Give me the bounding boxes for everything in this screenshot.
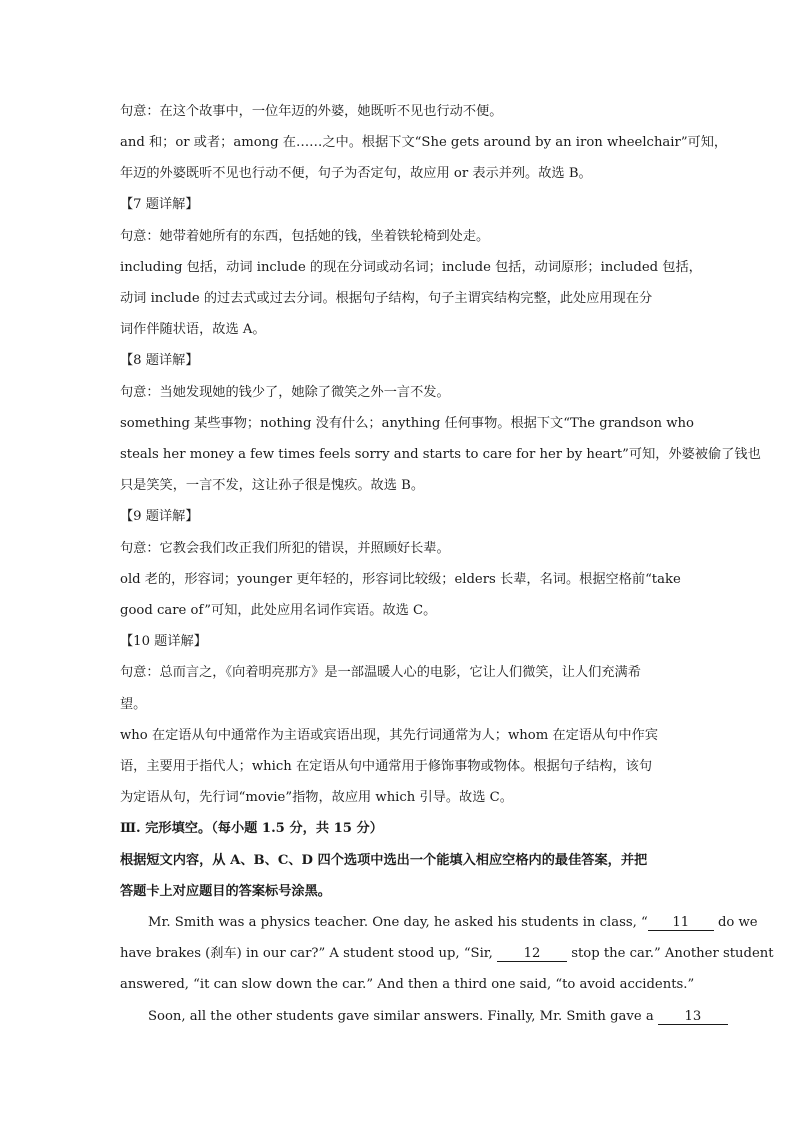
text-line: 望。 (120, 697, 147, 712)
text-line: including 包括，动词 include 的现在分词或动名词；include 包括，动词原形；included 包括， (120, 260, 702, 275)
passage-line (120, 945, 774, 963)
blank-12: 12 (497, 947, 567, 962)
question-heading: 【7 题详解】 (120, 197, 199, 212)
text-line: 句意：当她发现她的钱少了，她除了微笑之外一言不发。 (120, 385, 450, 400)
section-instruction: 根据短文内容，从 A、B、C、D 四个选项中选出一个能填入相应空格内的最佳答案，并把 (120, 853, 648, 868)
passage-line: answered, “it can slow down the car.” And then a third one said, “to avoid accidents.” (120, 977, 695, 992)
text-line: and 和；or 或者；among 在……之中。根据下文“She gets around by an iron wheelchair”可知， (120, 135, 728, 150)
text-line: 句意：在这个故事中，一位年迈的外婆，她既听不见也行动不便。 (120, 104, 503, 119)
question-heading: 【9 题详解】 (120, 509, 199, 524)
passage-text: stop the car.” Another student (567, 946, 774, 961)
section-instruction: 答题卡上对应题目的答案标号涂黑。 (120, 884, 331, 899)
text-line: 为定语从句，先行词“movie”指物，故应用 which 引导。故选 C。 (120, 790, 513, 805)
text-line: good care of”可知，此处应用名词作宾语。故选 C。 (120, 603, 437, 618)
text-line: something 某些事物；nothing 没有什么；anything 任何事物。根据下文“The grandson who (120, 416, 694, 431)
text-line: 句意：它教会我们改正我们所犯的错误，并照顾好长辈。 (120, 541, 450, 556)
text-line: 句意：她带着她所有的东西，包括她的钱，坐着铁轮椅到处走。 (120, 229, 490, 244)
question-heading: 【10 题详解】 (120, 634, 207, 649)
passage-text: Soon, all the other students gave similar answers. Finally, Mr. Smith gave a (148, 1009, 658, 1024)
text-line: 年迈的外婆既听不见也行动不便，句子为否定句，故应用 or 表示并列。故选 B。 (120, 166, 592, 181)
text-line: 动词 include 的过去式或过去分词。根据句子结构，句子主谓宾结构完整，此处应用现在分 (120, 291, 653, 306)
passage-text: Mr. Smith was a physics teacher. One day, he asked his students in class, “ (148, 915, 648, 930)
text-line: 句意：总而言之，《向着明亮那方》是一部温暖人心的电影，它让人们微笑，让人们充满希 (120, 665, 641, 680)
passage-line (148, 914, 758, 932)
passage-text: have brakes (刹车) in our car?” A student stood up, “Sir, (120, 946, 498, 961)
text-line: 词作伴随状语，故选 A。 (120, 322, 266, 337)
question-heading: 【8 题详解】 (120, 353, 199, 368)
text-line: 语，主要用于指代人；which 在定语从句中通常用于修饰事物或物体。根据句子结构，该句 (120, 759, 653, 774)
text-line: 只是笑笑，一言不发，这让孙子很是愧疚。故选 B。 (120, 478, 425, 493)
blank-11: 11 (648, 916, 714, 931)
passage-line (148, 1008, 702, 1026)
text-line: steals her money a few times feels sorry and starts to care for her by heart”可知，外婆被偷了钱也 (120, 447, 761, 462)
passage-text: do we (713, 915, 758, 930)
text-line: who 在定语从句中通常作为主语或宾语出现，其先行词通常为人；whom 在定语从句中作宾 (120, 728, 658, 743)
blank-13: 13 (658, 1010, 728, 1025)
text-line: old 老的，形容词；younger 更年轻的，形容词比较级；elders 长辈，名词。根据空格前“take (120, 572, 681, 587)
section-title: Ⅲ. 完形填空。（每小题 1.5 分，共 15 分） (120, 821, 383, 836)
